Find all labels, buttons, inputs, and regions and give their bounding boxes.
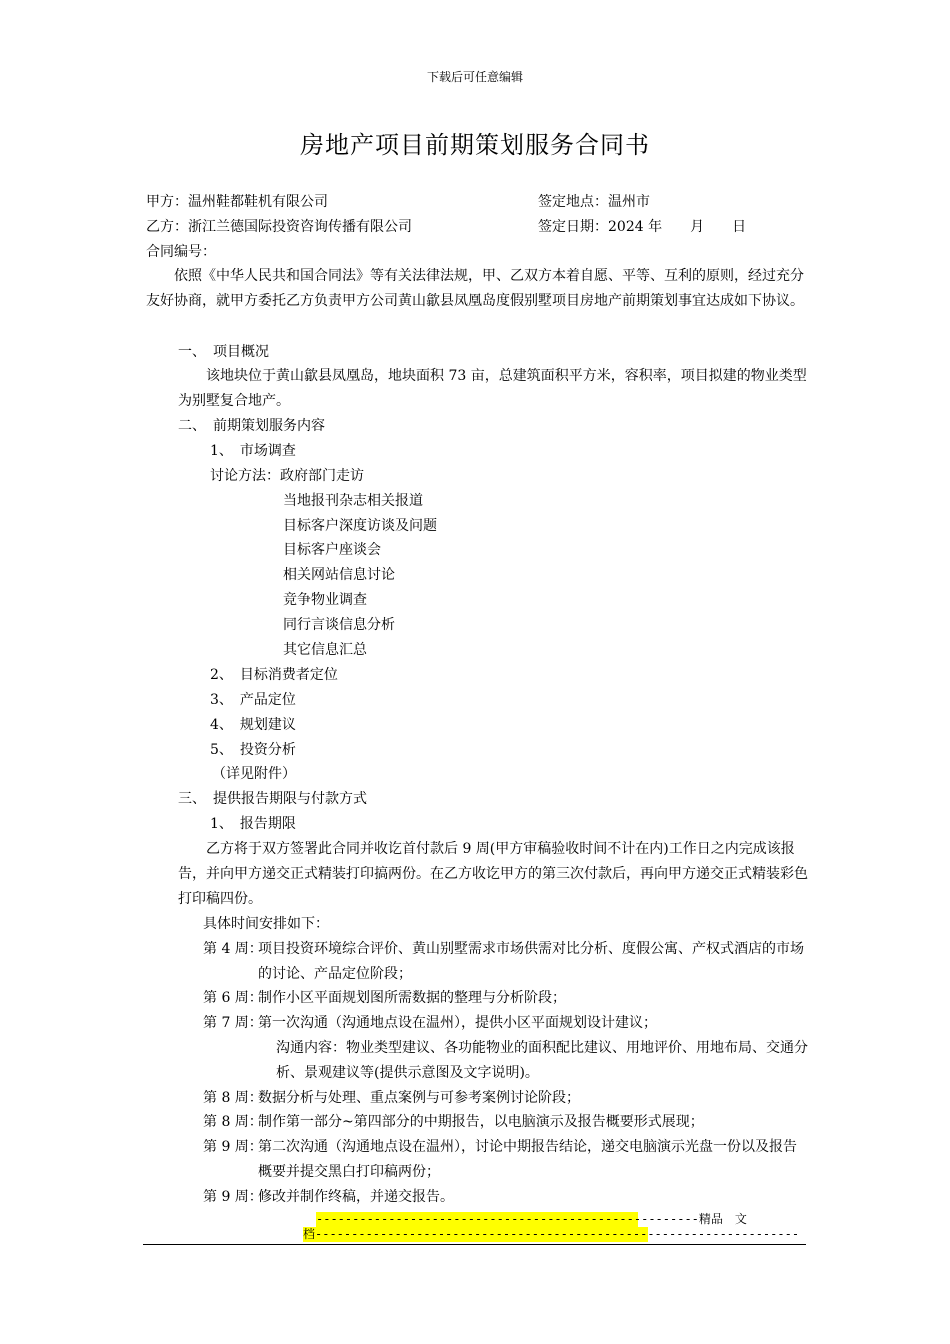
section1-heading: 一、 项目概况 (178, 344, 269, 360)
party-a: 甲方：温州鞋都鞋机有限公司 (146, 194, 328, 210)
section2-item: 3、 产品定位 (210, 692, 296, 708)
schedule-label: 第 4 周： (203, 941, 263, 957)
contract-number: 合同编号： (146, 244, 216, 260)
schedule-label: 第 7 周： (203, 1015, 263, 1031)
method-item: 其它信息汇总 (283, 642, 367, 658)
section2-item: 2、 目标消费者定位 (210, 667, 338, 683)
sign-date: 签定日期：2024 年 月 日 (538, 219, 747, 235)
method-item: 竞争物业调查 (283, 592, 367, 608)
section3-body: 乙方将于双方签署此合同并收讫首付款后 9 周(甲方审稿验收时间不计在内)工作日之内完成该报告，并向甲方递交正式精装打印搞两份。在乙方收讫甲方的第三次付款后，再向甲方递交正式精装彩色打印稿四份。 (178, 841, 808, 907)
schedule-text: 制作第一部分~第四部分的中期报告，以电脑演示及报告概要形式展现； (258, 1114, 704, 1130)
methods-label: 讨论方法：政府部门走访 (210, 468, 364, 484)
schedule-label: 第 6 周： (203, 990, 263, 1006)
schedule-text: 第二次沟通（沟通地点设在温州），讨论中期报告结论，递交电脑演示光盘一份以及报告概要并提交黑白打印稿两份； (258, 1139, 797, 1180)
schedule-text: 数据分析与处理、重点案例与可参考案例讨论阶段； (258, 1090, 580, 1106)
method-item: 同行言谈信息分析 (283, 617, 395, 633)
schedule-text: 第一次沟通（沟通地点设在温州），提供小区平面规划设计建议； (258, 1015, 657, 1031)
footer-divider (143, 1244, 806, 1245)
intro-paragraph: 依照《中华人民共和国合同法》等有关法律法规，甲、乙双方本着自愿、平等、互利的原则，经过充分友好协商，就甲方委托乙方负责甲方公司黄山歙县凤凰岛度假别墅项目房地产前期策划事宜达成如下协议。 (146, 268, 804, 309)
method-item: 目标客户深度访谈及问题 (283, 518, 437, 534)
schedule-label: 第 8 周： (203, 1090, 263, 1106)
schedule-label: 第 8 周： (203, 1114, 263, 1130)
schedule-text: 修改并制作终稿，并递交报告。 (258, 1189, 454, 1205)
section2-item: 4、 规划建议 (210, 717, 296, 733)
schedule-text: 项目投资环境综合评价、黄山别墅需求市场供需对比分析、度假公寓、产权式酒店的市场的讨论、产品定位阶段； (258, 941, 804, 982)
schedule-subtext: 沟通内容：物业类型建议、各功能物业的面积配比建议、用地评价、用地布局、交通分析、景观建议等(提供示意图及文字说明)。 (276, 1040, 808, 1081)
section2-heading: 二、 前期策划服务内容 (178, 418, 325, 434)
header-note: 下载后可任意编辑 (426, 70, 523, 84)
sign-place: 签定地点：温州市 (538, 194, 650, 210)
party-b: 乙方：浙江兰德国际投资咨询传播有限公司 (146, 219, 412, 235)
section2-item-1: 1、 市场调查 (210, 443, 296, 459)
footer-watermark-line-1: -----------------------------------------------------精品 文 (316, 1212, 747, 1226)
method-item: 目标客户座谈会 (283, 542, 381, 558)
schedule-label: 第 9 周： (203, 1139, 263, 1155)
schedule-text: 制作小区平面规划图所需数据的整理与分析阶段； (258, 990, 566, 1006)
schedule-label: 第 9 周： (203, 1189, 263, 1205)
footer-watermark-line-2: 档------------------------------------------------------------------- (303, 1227, 800, 1241)
schedule-intro: 具体时间安排如下： (203, 916, 329, 932)
method-item: 当地报刊杂志相关报道 (283, 493, 423, 509)
document-title: 房地产项目前期策划服务合同书 (300, 131, 650, 159)
section3-item-1: 1、 报告期限 (210, 816, 296, 832)
appendix-note: （详见附件） (212, 766, 296, 782)
section2-item: 5、 投资分析 (210, 742, 296, 758)
section1-body: 该地块位于黄山歙县凤凰岛，地块面积 73 亩，总建筑面积平方米，容积率，项目拟建的物业类型为别墅复合地产。 (178, 368, 807, 409)
method-item: 相关网站信息讨论 (283, 567, 395, 583)
section3-heading: 三、 提供报告期限与付款方式 (178, 791, 367, 807)
